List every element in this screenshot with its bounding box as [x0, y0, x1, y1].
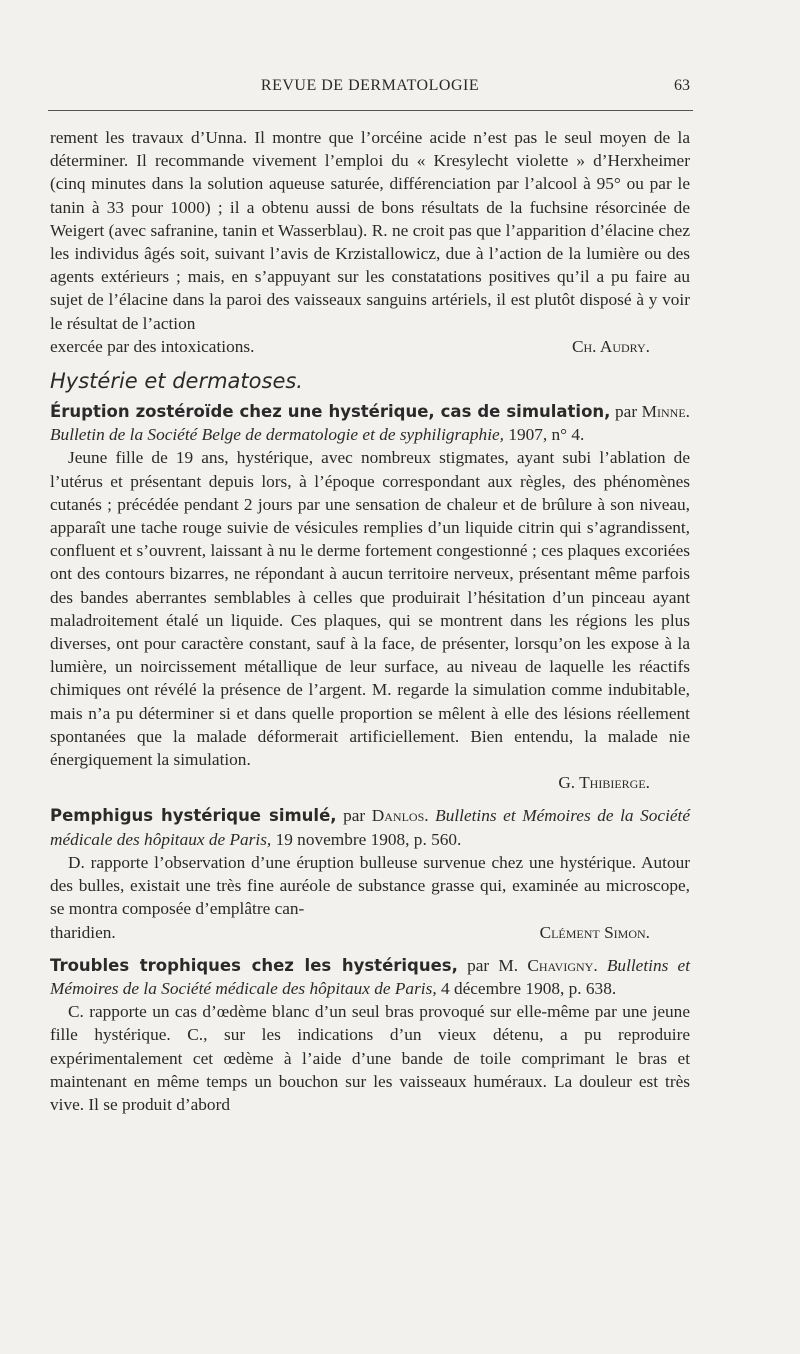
entry-reference [50, 954, 690, 1000]
journal-running-title: REVUE DE DERMATOLOGIE [260, 77, 480, 94]
entry-body: D. rapporte l’observation d’une éruption bulleuse survenue chez une hystérique. Autour des bulles, existait une très fine auréole de substance grasse qui, examinée au microscope, se montra composée d’emplâtre can- [50, 852, 690, 919]
entry-title: Éruption zostéroïde chez une hystérique, cas de simulation, [50, 402, 611, 422]
entry-signature: G. Thibierge. [558, 773, 650, 793]
entry-body: Jeune fille de 19 ans, hystérique, avec nombreux stigmates, ayant subi l’ablation de l’utérus et présentant depuis lors, à l’époque correspondant aux règles, des phénomènes cutanés ; précédée pendant 2 jours par une sensation de chaleur et de brûlure à son niveau, apparaît une tache rouge suivie de vésicules remplies d’un liquide citrin qui s’agrandissent, confluent et s’ouvrent, laissant à nu le derme fortement congestionné ; ces plaques excoriées ont des contours bizarres, ne répondant à aucun territoire nerveux, présentant même parfois des bandes aberrantes semblables à celles que produirait l’hésitation d’un pinceau ayant maladroitement étalé un liquide. Ces plaques, qui se montrent dans les régions les plus diverses, ont pour caractère constant, sauf à la face, de présenter, lorsqu’on les expose à la lumière, un noircissement métallique de leur surface, au niveau de laquelle les réactifs chimiques ont révélé la présence de l’argent. M. regarde la simulation comme indubitable, mais n’a pu déterminer si et dans quelle proportion se mêlent à elle des lésions réellement spontanées que la malade déformerait artificiellement. Bien entendu, la malade nie énergiquement la simulation. [50, 448, 690, 770]
entry-reference [50, 804, 690, 850]
page-number: 63 [674, 77, 690, 94]
entry-author: Minne. [641, 402, 691, 422]
entry-title: Troubles trophiques chez les hystériques, [50, 955, 458, 975]
entry-reference [50, 400, 690, 446]
header-rule [48, 110, 693, 111]
entry-ref-details: 19 novembre 1908, p. 560. [275, 829, 462, 849]
entry-ref-prefix: par M. [467, 955, 519, 975]
page-content [50, 126, 690, 1116]
entry-signature-line [50, 771, 690, 794]
entry-title: Pemphigus hystérique simulé, [50, 806, 337, 826]
intro-signature-line [50, 335, 690, 358]
entry-3 [50, 954, 690, 1116]
entry-body: C. rapporte un cas d’œdème blanc d’un seul bras provoqué sur elle-même par une jeune fille hystérique. C., sur les indications d’un vieux détenu, a pu reproduire expérimentalement cet œdème à l’aide d’une bande de toile comprimant le bras et maintenant en même temps un bouchon sur les vaisseaux huméraux. La douleur est très vive. Il se produit d’abord [50, 1002, 690, 1114]
section-title: Hystérie et dermatoses. [50, 369, 303, 394]
intro-paragraph: rement les travaux d’Unna. Il montre que l’orcéine acide n’est pas le seul moyen de la déterminer. Il recommande vivement l’emploi du « Kresylecht violette » d’Herxheimer (cinq minutes dans la solution aqueuse saturée, différenciation par l’alcool à 95° ou par le tanin à 33 pour 1000) ; il a obtenu aussi de bons résultats de la fuchsine résorcinée de Weigert (avec safranine, tanin et Wasserblau). R. ne croit pas que l’apparition d’élacine chez les individus âgés soit, suivant l’avis de Krzistallowicz, due à l’action de la lumière ou des agents extérieurs ; mais, en s’appuyant sur les constatations positives qu’il a pu faire au sujet de l’élacine dans la paroi des vaisseaux sanguins artériels, il est plutôt disposé à y voir le résultat de l’action [50, 128, 690, 333]
entry-author: Danlos. [371, 806, 429, 826]
entry-2 [50, 804, 690, 943]
entry-1 [50, 400, 690, 794]
entry-ref-details: 4 décembre 1908, p. 638. [440, 978, 617, 998]
entry-last-line: tharidien. [50, 922, 116, 942]
entry-ref-prefix: par [343, 806, 366, 826]
intro-signature: Ch. Audry. [571, 336, 650, 356]
entry-author: Chavigny. [527, 955, 598, 975]
entry-signature-line [50, 921, 690, 944]
entry-journal: Bulletins et Mémoires de la Société médicale des hôpitaux de Paris, [50, 806, 691, 849]
entry-journal: Bulletins et Mémoires de la Société médicale des hôpitaux de Paris, [50, 955, 691, 998]
entry-ref-details: 1907, n° 4. [508, 425, 585, 445]
entry-signature: Clément Simon. [539, 922, 650, 942]
intro-last-line: exercée par des intoxications. [50, 336, 255, 356]
entry-ref-prefix: par [615, 402, 638, 422]
entry-journal: Bulletin de la Société Belge de dermatologie et de syphiligraphie, [50, 425, 504, 445]
running-header [50, 77, 690, 101]
